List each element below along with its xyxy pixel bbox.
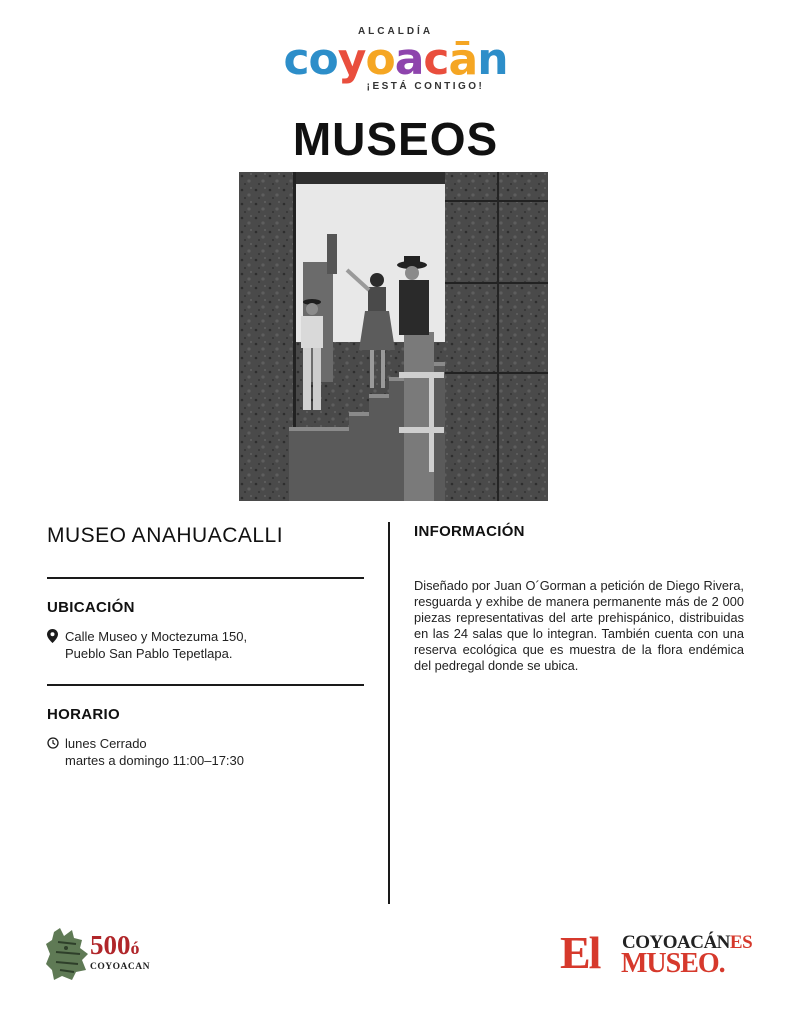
info-text: Diseñado por Juan O´Gorman a petición de Diego Rivera, resguarda y exhibe de manera permanente más de 2 000 piezas representativas del arte prehispánico, distribuidas en las 24 salas que lo integran. También cuenta con una reserva ecológica que es muestra de la flora endémica del pedregal donde se ubica.	[414, 578, 744, 673]
el-coyoacan-es-museo-logo	[560, 927, 753, 979]
address	[47, 628, 247, 662]
hours-line-1: lunes Cerrado	[65, 736, 147, 751]
logo-museo: MUSEO.	[621, 948, 725, 979]
500-coyoacan-text: COYOACAN	[90, 962, 150, 972]
alcaldia-coyoacan-logo	[0, 26, 791, 92]
map-pin-icon	[47, 628, 65, 647]
logo-wordmark	[0, 34, 791, 85]
logo-letter: ā	[448, 34, 478, 85]
info-heading: INFORMACIÓN	[414, 523, 525, 540]
hours-line-2: martes a domingo 11:00–17:30	[65, 753, 244, 768]
coyote-emblem-icon	[46, 926, 90, 980]
logo-letter: n	[477, 34, 508, 85]
logo-letter: a	[394, 34, 424, 85]
logo-letter: c	[283, 34, 309, 85]
page-title: MUSEOS	[292, 113, 499, 165]
logo-letter: y	[337, 34, 366, 85]
column-divider	[388, 522, 390, 904]
address-line-2: Pueblo San Pablo Tepetlapa.	[65, 646, 233, 661]
hours-heading: HORARIO	[47, 706, 120, 723]
museum-photo	[239, 172, 548, 501]
location-heading: UBICACIÓN	[47, 599, 135, 616]
logo-coyoacan: COYOACÁNES	[622, 932, 753, 953]
500-number: 500ó	[90, 930, 140, 960]
500-coyoacan-logo	[46, 926, 156, 980]
opening-hours	[47, 735, 244, 769]
logo-letter: o	[365, 34, 395, 85]
logo-tagline: ¡ESTÁ CONTIGO!	[366, 81, 485, 92]
logo-es: ES	[729, 932, 753, 953]
address-line-1: Calle Museo y Moctezuma 150,	[65, 629, 248, 644]
clock-icon	[47, 735, 65, 753]
logo-top-text: ALCALDÍA	[357, 26, 434, 37]
logo-letter: o	[308, 34, 338, 85]
divider	[47, 577, 364, 579]
museum-name: MUSEO ANAHUACALLI	[47, 524, 284, 547]
logo-el: El	[560, 927, 600, 978]
logo-letter: c	[423, 34, 449, 85]
500-accent: ó	[130, 938, 140, 958]
divider	[47, 684, 364, 686]
